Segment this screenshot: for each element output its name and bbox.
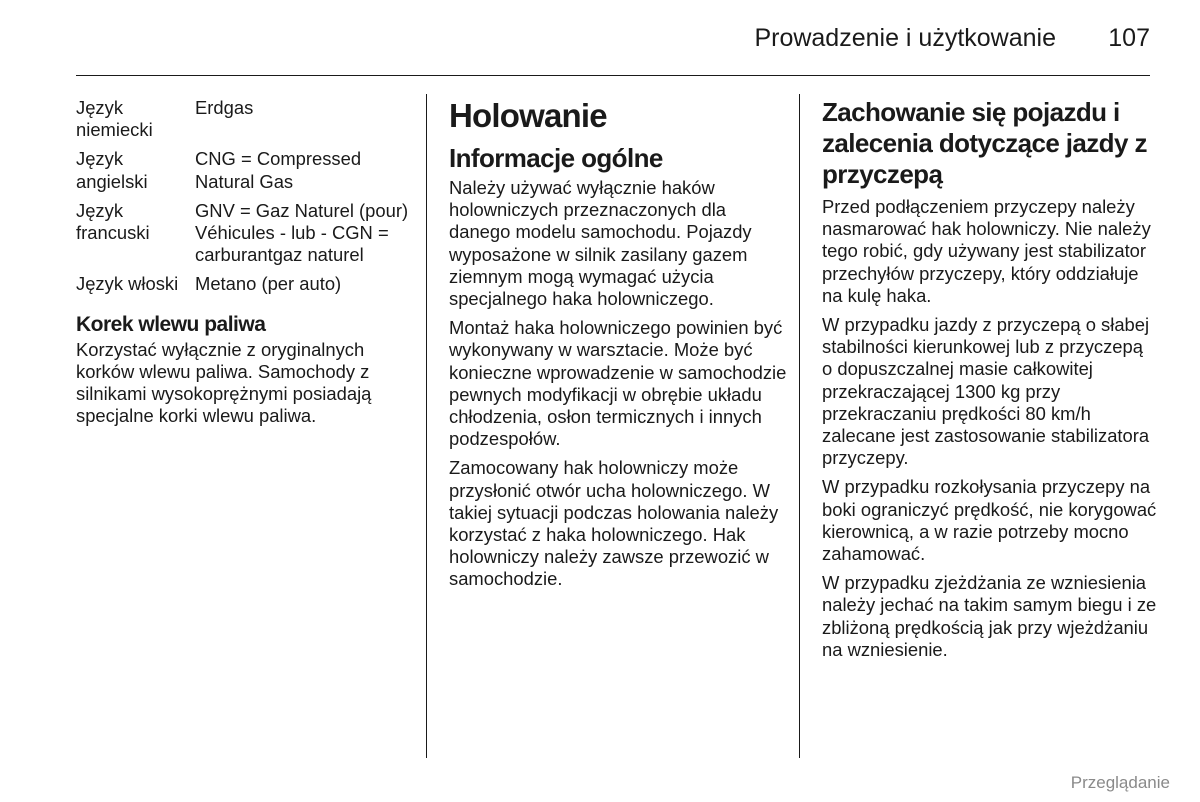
fuel-table-row — [76, 200, 416, 267]
column-towing — [449, 97, 789, 598]
towing-heading: Holowanie — [449, 97, 607, 134]
trailer-paragraph: Przed podłączeniem przyczepy należy nasmarować hak holowniczy. Nie należy tego robić, gdy używany jest stabilizator przechyłów przyczepy, który oddziałuje na kulę haka. — [822, 196, 1151, 306]
fuel-cap-heading: Korek wlewu paliwa — [76, 312, 266, 336]
towing-paragraph: Montaż haka holowniczego powinien być wykonywany w warsztacie. Może być konieczne wprowadzenie w samochodzie pewnych modyfikacji w obrębie układu chłodzenia, osłon termicznych i innych podzespołów. — [449, 317, 787, 450]
fuel-name: CNG = Compressed Natural Gas — [195, 148, 362, 192]
fuel-table-row — [76, 97, 416, 141]
fuel-table-row — [76, 273, 416, 295]
trailer-paragraph: W przypadku rozkołysania przyczepy na boki ograniczyć prędkość, nie korygować kierownicą, a w razie potrzeby mocno zahamować. — [822, 476, 1157, 565]
footer-watermark: Przeglądanie — [1070, 773, 1170, 792]
header-rule — [76, 75, 1150, 76]
general-info-subheading: Informacje ogólne — [449, 143, 663, 173]
page-number: 107 — [1108, 24, 1150, 52]
fuel-name: Metano (per auto) — [195, 273, 342, 295]
fuel-name: Erdgas — [195, 97, 254, 118]
trailer-paragraph: W przypadku jazdy z przyczepą o słabej stabilności kierunkowej lub z przyczepą o dopuszczalnej masie całkowitej przekraczającej 1300 kg przy przekraczaniu prędkości 80 km/h zalecane jest zastosowanie stabilizatora przyczepy. — [822, 314, 1150, 469]
fuel-table-row — [76, 148, 416, 192]
column-divider-left — [426, 94, 427, 758]
column-fuel — [76, 97, 416, 435]
fuel-language: Język francuski — [76, 199, 150, 244]
fuel-names-table — [76, 97, 416, 296]
towing-paragraph: Zamocowany hak holowniczy może przysłonić otwór ucha holowniczego. W takiej sytuacji podczas holowania należy korzystać z haka holowniczego. Hak holowniczy należy zawsze przewozić w samochodzie. — [449, 457, 779, 590]
fuel-name: GNV = Gaz Naturel (pour) Véhicules - lub - CGN = carburantgaz naturel — [195, 199, 409, 266]
trailer-paragraph: W przypadku zjeżdżania ze wzniesienia należy jechać na takim samym biegu i ze zbliżoną prędkością jak przy wjeżdżaniu na wzniesienie. — [822, 572, 1157, 660]
fuel-language: Język angielski — [76, 148, 148, 192]
column-divider-right — [799, 94, 800, 758]
column-trailer — [822, 97, 1158, 668]
fuel-language: Język niemiecki — [76, 97, 153, 141]
fuel-language: Język włoski — [76, 273, 179, 295]
section-title: Prowadzenie i użytkowanie — [754, 24, 1056, 52]
towing-paragraph: Należy używać wyłącznie haków holowniczych przeznaczonych dla danego modelu samochodu. Pojazdy wyposażone w silnik zasilany gazem ziemnym mogą wymagać użycia specjalnego haka holowniczego. — [449, 177, 752, 310]
trailer-driving-heading: Zachowanie się pojazdu i zalecenia dotyczące jazdy z przyczepą — [822, 97, 1147, 189]
fuel-cap-paragraph: Korzystać wyłącznie z oryginalnych korków wlewu paliwa. Samochody z silnikami wysokoprężnymi posiadają specjalne korki wlewu paliwa. — [76, 338, 372, 427]
